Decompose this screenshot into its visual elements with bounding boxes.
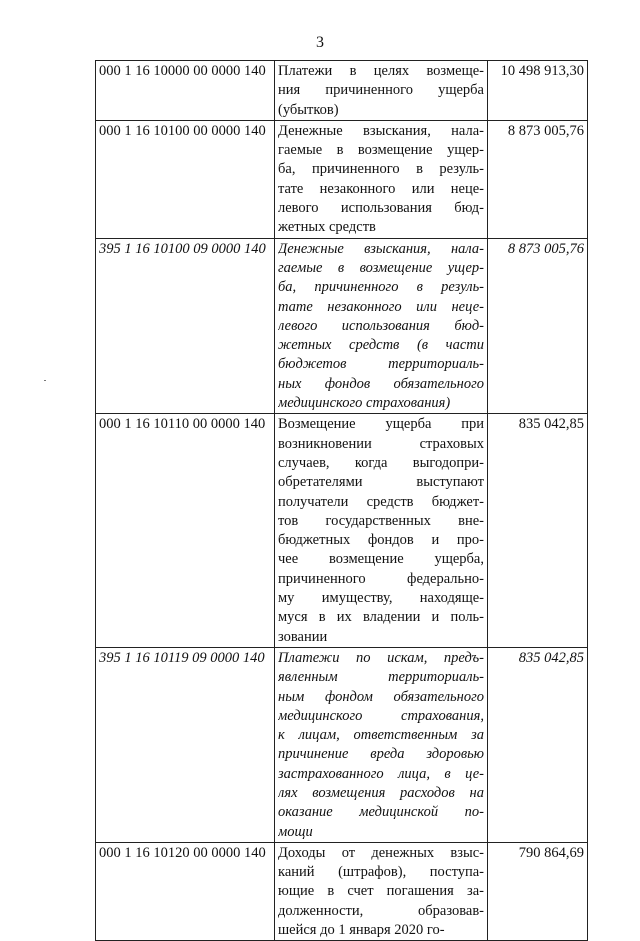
description-line: каний (штрафов), поступа- <box>278 864 484 881</box>
table-row <box>96 647 588 842</box>
description-line: ющие в счет погашения за- <box>278 883 484 900</box>
description-line: чее возмещение ущерба, <box>278 551 484 568</box>
description-line: Возмещение ущерба при <box>278 416 484 433</box>
amount-value: 10 498 913,30 <box>488 61 588 121</box>
amount-value: 835 042,85 <box>488 414 588 648</box>
description-line: (убытков) <box>278 101 339 118</box>
description-line: причинение вреда здоровью <box>278 746 484 763</box>
description-line: муся в их владении и поль- <box>278 609 484 626</box>
page-number: 3 <box>316 34 324 51</box>
description-line: Денежные взыскания, нала- <box>278 122 484 139</box>
description-line: медицинского страхования, <box>278 707 484 724</box>
table-row <box>96 238 588 414</box>
description-line: шейся до 1 января 2020 го- <box>278 922 445 939</box>
description-line: бюджетных фондов и про- <box>278 532 484 549</box>
description-line: долженности, образовав- <box>278 902 484 919</box>
budget-classification-code: 000 1 16 10100 00 0000 140 <box>96 120 275 238</box>
description-line: ба, причиненного в резуль- <box>278 279 484 296</box>
amount-value: 8 873 005,76 <box>488 238 588 414</box>
description-line: жетных средств (в части <box>278 337 484 354</box>
revenue-description <box>275 647 488 842</box>
description-line: застрахованного лица, в це- <box>278 765 484 782</box>
table-row <box>96 414 588 648</box>
description-line: жетных средств <box>278 219 376 236</box>
description-line: Платежи в целях возмеще- <box>278 63 484 79</box>
amount-value: 8 873 005,76 <box>488 120 588 238</box>
description-line: зовании <box>278 628 328 645</box>
description-line: тате незаконного или неце- <box>278 298 484 315</box>
description-line: получатели средств бюджет- <box>278 493 484 510</box>
revenue-description <box>275 238 488 414</box>
budget-classification-code: 395 1 16 10100 09 0000 140 <box>96 238 275 414</box>
description-line: случаев, когда выгодопри- <box>278 454 484 471</box>
revenue-description <box>275 61 488 121</box>
budget-classification-code: 000 1 16 10000 00 0000 140 <box>96 61 275 121</box>
amount-value: 835 042,85 <box>488 647 588 842</box>
description-line: тов государственных вне- <box>278 512 484 529</box>
description-line: левого использования бюд- <box>278 200 484 217</box>
description-line: причиненного федерально- <box>278 570 484 587</box>
budget-classification-code: 395 1 16 10119 09 0000 140 <box>96 647 275 842</box>
revenue-description <box>275 120 488 238</box>
description-line: Денежные взыскания, нала- <box>278 240 484 257</box>
description-line: явленным территориаль- <box>278 669 484 686</box>
table-body <box>96 61 588 941</box>
description-line: левого использования бюд- <box>278 317 484 334</box>
scan-speck <box>44 380 46 381</box>
table-row <box>96 120 588 238</box>
description-line: гаемые в возмещение ущер- <box>278 142 484 159</box>
revenue-description <box>275 414 488 648</box>
description-line: тате незаконного или неце- <box>278 180 484 197</box>
description-line: ния причиненного ущерба <box>278 82 484 99</box>
amount-value: 790 864,69 <box>488 842 588 940</box>
description-line: Платежи по искам, предъ- <box>278 649 484 666</box>
table-row <box>96 842 588 940</box>
description-line: лях возмещения расходов на <box>278 784 484 801</box>
description-line: му имуществу, находяще- <box>278 590 484 607</box>
description-line: оказание медицинской по- <box>278 804 484 821</box>
budget-classification-code: 000 1 16 10110 00 0000 140 <box>96 414 275 648</box>
table-row <box>96 61 588 121</box>
description-line: возникновении страховых <box>278 435 484 452</box>
description-line: обретателями выступают <box>278 474 484 491</box>
budget-revenue-table <box>95 60 588 941</box>
description-line: к лицам, ответственным за <box>278 727 484 744</box>
description-line: ба, причиненного в резуль- <box>278 161 484 178</box>
description-line: ных фондов обязательного <box>278 375 484 392</box>
revenue-description <box>275 842 488 940</box>
description-line: бюджетов территориаль- <box>278 356 484 373</box>
description-line: гаемые в возмещение ущер- <box>278 259 484 276</box>
description-line: ным фондом обязательного <box>278 688 484 705</box>
description-line: Доходы от денежных взыс- <box>278 844 484 861</box>
description-line: медицинского страхования) <box>278 395 451 412</box>
budget-classification-code: 000 1 16 10120 00 0000 140 <box>96 842 275 940</box>
description-line: мощи <box>278 823 313 840</box>
